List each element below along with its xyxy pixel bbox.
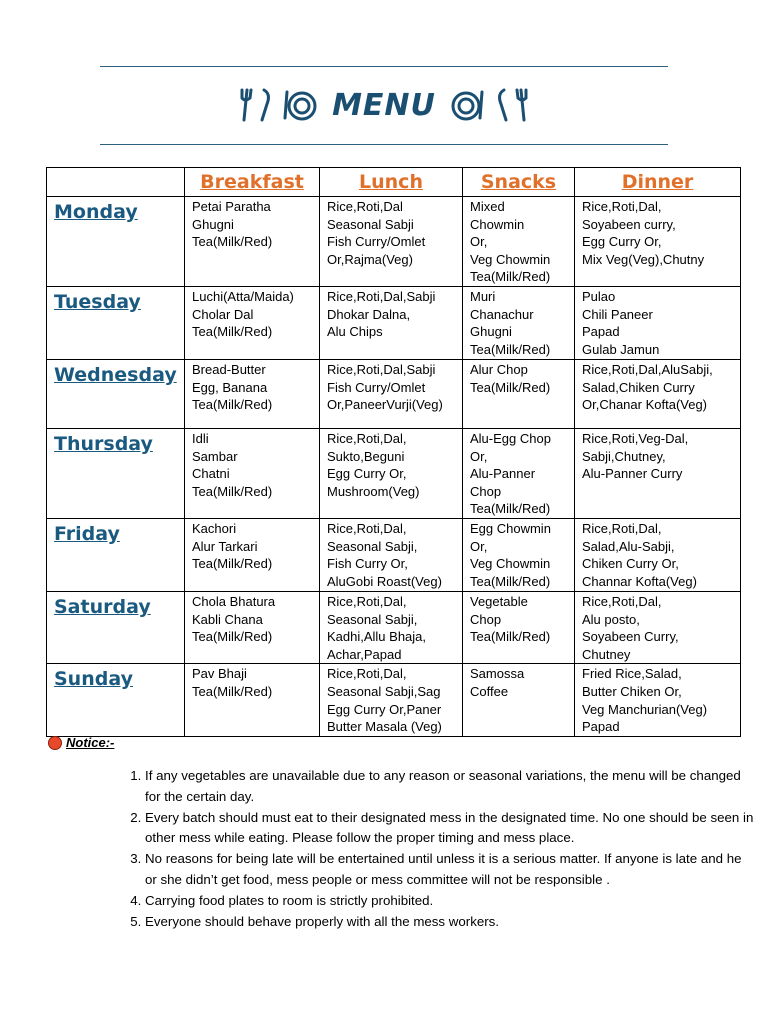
menu-item: Rice,Roti,Dal, bbox=[582, 520, 662, 536]
menu-item: Egg, Banana bbox=[192, 379, 268, 395]
breakfast-cell bbox=[185, 664, 320, 736]
menu-item: Tea(Milk/Red) bbox=[192, 397, 273, 413]
menu-item: Idli bbox=[192, 430, 209, 446]
breakfast-cell bbox=[185, 286, 320, 359]
menu-item: Kadhi,Allu Bhaja, bbox=[327, 629, 427, 645]
snacks-cell bbox=[463, 591, 575, 663]
menu-item: Or, bbox=[470, 538, 488, 554]
notice-list bbox=[105, 766, 755, 932]
header-day bbox=[47, 168, 185, 197]
breakfast-cell bbox=[185, 591, 320, 663]
menu-table bbox=[46, 167, 741, 737]
menu-item: Mix Veg(Veg),Chutny bbox=[582, 251, 705, 267]
notice-item: 3. No reasons for being late will be entertained until unless it is a serious matter. If anyone is late and he or she didn’t get food, mess people or mess committee will not be responsible . bbox=[145, 849, 755, 891]
day-label: Wednesday bbox=[54, 363, 177, 386]
menu-item: Fried Rice,Salad, bbox=[582, 666, 682, 682]
menu-item: Vegetable bbox=[470, 593, 528, 609]
menu-item: Mushroom(Veg) bbox=[327, 483, 420, 499]
menu-item: Sabji,Chutney, bbox=[582, 448, 666, 464]
menu-item: Alu-Egg Chop bbox=[470, 430, 551, 446]
header-breakfast: Breakfast bbox=[185, 168, 320, 197]
header-dinner: Dinner bbox=[575, 168, 741, 197]
menu-item: Papad bbox=[582, 719, 620, 735]
plate-icon bbox=[450, 86, 486, 124]
breakfast-cell bbox=[185, 197, 320, 287]
table-row bbox=[47, 428, 741, 518]
menu-item: Chili Paneer bbox=[582, 306, 653, 322]
lunch-cell bbox=[320, 664, 463, 736]
menu-item: Chanachur bbox=[470, 306, 534, 322]
page-title: MENU bbox=[332, 87, 436, 123]
menu-item: Egg Curry Or, bbox=[327, 466, 407, 482]
lunch-cell bbox=[320, 359, 463, 428]
menu-item: Veg Manchurian(Veg) bbox=[582, 701, 708, 717]
menu-body bbox=[47, 197, 741, 737]
menu-item: Rice,Roti,Dal, bbox=[327, 430, 407, 446]
menu-item: AluGobi Roast(Veg) bbox=[327, 573, 442, 589]
menu-item: Kabli Chana bbox=[192, 611, 263, 627]
dinner-cell bbox=[575, 197, 741, 287]
menu-item: Or,Rajma(Veg) bbox=[327, 251, 413, 267]
day-cell bbox=[47, 591, 185, 663]
dinner-cell bbox=[575, 286, 741, 359]
fork-knife-icon bbox=[238, 86, 274, 124]
day-label: Thursday bbox=[54, 432, 153, 455]
menu-item: Rice,Roti,Dal bbox=[327, 199, 403, 214]
notice-item: 1. If any vegetables are unavailable due to any reason or seasonal variations, the menu will be changed for the certain day. bbox=[145, 766, 755, 808]
menu-item: Fish Curry Or, bbox=[327, 556, 408, 572]
menu-item: Ghugni bbox=[470, 324, 512, 340]
menu-item: Tea(Milk/Red) bbox=[192, 324, 273, 340]
menu-item: Alu posto, bbox=[582, 611, 640, 627]
title-top-rule bbox=[100, 66, 668, 67]
menu-item: Veg Chowmin bbox=[470, 251, 551, 267]
menu-item: Fish Curry/Omlet bbox=[327, 379, 426, 395]
title-bottom-rule bbox=[100, 144, 668, 145]
menu-item: Chatni bbox=[192, 466, 230, 482]
menu-item: Rice,Roti,Dal, bbox=[327, 666, 407, 682]
lunch-cell bbox=[320, 591, 463, 663]
menu-item: Pulao bbox=[582, 288, 616, 304]
day-cell bbox=[47, 428, 185, 518]
menu-item: Or,Chanar Kofta(Veg) bbox=[582, 397, 708, 413]
menu-item: Rice,Roti,Veg-Dal, bbox=[582, 430, 689, 446]
header-lunch: Lunch bbox=[320, 168, 463, 197]
snacks-cell bbox=[463, 664, 575, 736]
dinner-cell bbox=[575, 591, 741, 663]
menu-item: Tea(Milk/Red) bbox=[192, 629, 273, 645]
menu-item: Soyabeen curry, bbox=[582, 216, 676, 232]
table-row bbox=[47, 359, 741, 428]
menu-item: Or, bbox=[470, 234, 488, 250]
header-row bbox=[47, 168, 741, 197]
notice-label: Notice:- bbox=[66, 735, 115, 750]
menu-item: Chop bbox=[470, 611, 502, 627]
table-row bbox=[47, 518, 741, 591]
menu-item: Samossa bbox=[470, 666, 525, 682]
breakfast-cell bbox=[185, 359, 320, 428]
menu-item: Tea(Milk/Red) bbox=[470, 501, 551, 517]
menu-item: Tea(Milk/Red) bbox=[470, 341, 551, 357]
menu-item: Ghugni bbox=[192, 216, 234, 232]
menu-item: Egg Chowmin bbox=[470, 520, 551, 536]
menu-item: Tea(Milk/Red) bbox=[192, 683, 273, 699]
day-label: Saturday bbox=[54, 595, 151, 618]
notice-item: 5. Everyone should behave properly with all the mess workers. bbox=[145, 912, 755, 933]
table-row bbox=[47, 591, 741, 663]
menu-item: Channar Kofta(Veg) bbox=[582, 573, 697, 589]
snacks-cell bbox=[463, 428, 575, 518]
menu-item: Rice,Roti,Dal, bbox=[582, 593, 662, 609]
day-cell bbox=[47, 197, 185, 287]
menu-item: Seasonal Sabji, bbox=[327, 538, 418, 554]
menu-item: Or,PaneerVurji(Veg) bbox=[327, 397, 443, 413]
menu-item: Salad,Chiken Curry bbox=[582, 379, 695, 395]
menu-item: Alur Tarkari bbox=[192, 538, 258, 554]
menu-item: Tea(Milk/Red) bbox=[192, 234, 273, 250]
menu-item: Salad,Alu-Sabji, bbox=[582, 538, 675, 554]
menu-item: Petai Paratha bbox=[192, 199, 271, 214]
menu-item: Tea(Milk/Red) bbox=[470, 269, 551, 285]
menu-item: Dhokar Dalna, bbox=[327, 306, 411, 322]
menu-item: Rice,Roti,Dal, bbox=[327, 520, 407, 536]
snacks-cell bbox=[463, 197, 575, 287]
menu-item: Alur Chop bbox=[470, 361, 528, 377]
menu-item: Butter Chiken Or, bbox=[582, 683, 682, 699]
dinner-cell bbox=[575, 359, 741, 428]
menu-item: Sukto,Beguni bbox=[327, 448, 405, 464]
menu-item: Seasonal Sabji,Sag bbox=[327, 683, 441, 699]
day-label: Sunday bbox=[54, 668, 133, 691]
dinner-cell bbox=[575, 664, 741, 736]
snacks-cell bbox=[463, 286, 575, 359]
day-label: Monday bbox=[54, 201, 138, 223]
menu-item: Gulab Jamun bbox=[582, 341, 660, 357]
notice-header bbox=[48, 735, 114, 750]
snacks-cell bbox=[463, 518, 575, 591]
notice-item: 4. Carrying food plates to room is strictly prohibited. bbox=[145, 891, 755, 912]
menu-item: Tea(Milk/Red) bbox=[470, 379, 551, 395]
day-cell bbox=[47, 664, 185, 736]
menu-item: Coffee bbox=[470, 683, 509, 699]
menu-item: Chop bbox=[470, 483, 502, 499]
table-row bbox=[47, 197, 741, 287]
menu-item: Achar,Papad bbox=[327, 646, 402, 662]
menu-item: Alu Chips bbox=[327, 324, 383, 340]
menu-item: Or, bbox=[470, 448, 488, 464]
menu-item: Chutney bbox=[582, 646, 631, 662]
snacks-cell bbox=[463, 359, 575, 428]
day-cell bbox=[47, 359, 185, 428]
menu-item: Rice,Roti,Dal, bbox=[327, 593, 407, 609]
menu-item: Tea(Milk/Red) bbox=[470, 629, 551, 645]
plate-icon bbox=[282, 86, 318, 124]
menu-item: Sambar bbox=[192, 448, 238, 464]
menu-item: Kachori bbox=[192, 520, 237, 536]
breakfast-cell bbox=[185, 518, 320, 591]
menu-item: Tea(Milk/Red) bbox=[192, 556, 273, 572]
menu-item: Chiken Curry Or, bbox=[582, 556, 679, 572]
menu-item: Luchi(Atta/Maida) bbox=[192, 288, 294, 304]
menu-item: Seasonal Sabji bbox=[327, 216, 414, 232]
day-cell bbox=[47, 286, 185, 359]
menu-item: Mixed bbox=[470, 199, 505, 214]
menu-item: Pav Bhaji bbox=[192, 666, 247, 682]
lunch-cell bbox=[320, 197, 463, 287]
lunch-cell bbox=[320, 286, 463, 359]
fork-knife-icon bbox=[494, 86, 530, 124]
lunch-cell bbox=[320, 518, 463, 591]
red-dot-icon bbox=[48, 736, 62, 750]
menu-item: Seasonal Sabji, bbox=[327, 611, 418, 627]
day-cell bbox=[47, 518, 185, 591]
menu-item: Alu-Panner bbox=[470, 466, 536, 482]
menu-item: Soyabeen Curry, bbox=[582, 629, 679, 645]
menu-item: Butter Masala (Veg) bbox=[327, 719, 442, 735]
title-row bbox=[0, 80, 768, 130]
menu-item: Rice,Roti,Dal,AluSabji, bbox=[582, 361, 713, 377]
menu-item: Rice,Roti,Dal,Sabji bbox=[327, 288, 436, 304]
menu-item: Bread-Butter bbox=[192, 361, 266, 377]
menu-item: Tea(Milk/Red) bbox=[192, 483, 273, 499]
table-row bbox=[47, 664, 741, 736]
menu-item: Papad bbox=[582, 324, 620, 340]
breakfast-cell bbox=[185, 428, 320, 518]
menu-item: Chola Bhatura bbox=[192, 593, 276, 609]
menu-item: Cholar Dal bbox=[192, 306, 254, 322]
menu-item: Tea(Milk/Red) bbox=[470, 573, 551, 589]
menu-item: Muri bbox=[470, 288, 496, 304]
dinner-cell bbox=[575, 518, 741, 591]
dinner-cell bbox=[575, 428, 741, 518]
menu-item: Rice,Roti,Dal,Sabji bbox=[327, 361, 436, 377]
menu-item: Egg Curry Or, bbox=[582, 234, 662, 250]
menu-item: Veg Chowmin bbox=[470, 556, 551, 572]
day-label: Friday bbox=[54, 522, 120, 545]
day-label: Tuesday bbox=[54, 290, 141, 313]
table-row bbox=[47, 286, 741, 359]
lunch-cell bbox=[320, 428, 463, 518]
menu-item: Rice,Roti,Dal, bbox=[582, 199, 662, 214]
menu-item: Alu-Panner Curry bbox=[582, 466, 683, 482]
menu-item: Fish Curry/Omlet bbox=[327, 234, 426, 250]
menu-item: Egg Curry Or,Paner bbox=[327, 701, 442, 717]
notice-item: 2. Every batch should must eat to their designated mess in the designated time. No one should be seen in other mess while eating. Please follow the proper timing and mess place. bbox=[145, 808, 755, 850]
header-snacks: Snacks bbox=[463, 168, 575, 197]
menu-item: Chowmin bbox=[470, 216, 525, 232]
